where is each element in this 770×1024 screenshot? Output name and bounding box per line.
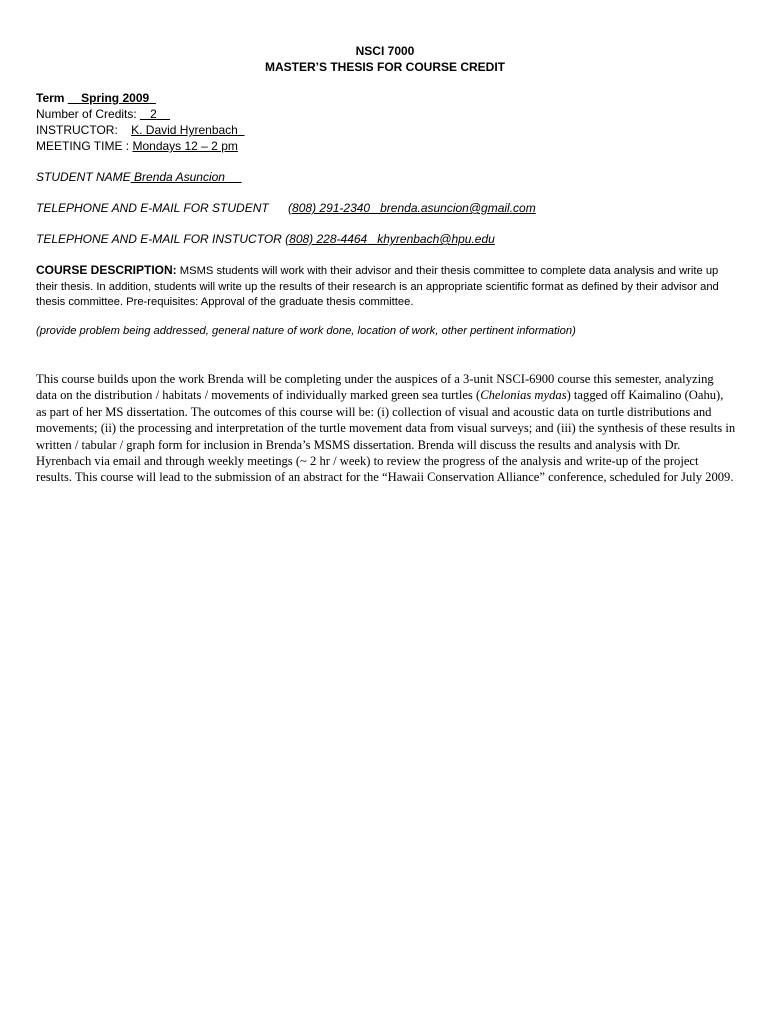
credits-value: 2 (150, 107, 157, 121)
species-name: Chelonias mydas (480, 388, 567, 403)
instructor-contact-label: TELEPHONE AND E-MAIL FOR INSTUCTOR (36, 232, 282, 246)
body-part-2: ) tagged off Kaimalino (Oahu), as part of her MS dissertation. The outcomes of this course will be: (i) collection of visual and acoustic data on turtle distributions and movements; (ii) the processing and interpretation of the turtle movement data from visual surveys; and (iii) the synthesis of these results in written / tabular / graph form for inclusion in Brenda’s MSMS dissertation. Brenda will discuss the results and analysis with Dr. Hyrenbach via email and through weekly meetings (~ 2 hr / week) to review the progress of the analysis and write-up of the project results. This course will lead to the submission of an abstract for the “Hawaii Conservation Alliance” conference, scheduled for July 2009. (36, 388, 736, 485)
course-description (36, 263, 736, 311)
course-title: MASTER’S THESIS FOR COURSE CREDIT (264, 60, 506, 74)
student-line (36, 170, 242, 184)
description-text: MSMS students will work with their advisor and their thesis committee to complete data analysis and write up their thesis. In addition, students will write up the results of their research is an appropriate scientific format as defined by their advisor and thesis committee. Pre-requisites: Approval of the graduate thesis committee. (36, 265, 719, 308)
instructor-email: khyrenbach@hpu.edu (377, 232, 495, 246)
student-contact-line (36, 201, 536, 215)
student-value: Brenda Asuncion (134, 170, 225, 184)
student-email-wrap (370, 201, 536, 215)
instructor-phone: (808) 228-4464 (285, 232, 368, 246)
term-value: Spring 2009 (81, 91, 150, 105)
student-contact-label: TELEPHONE AND E-MAIL FOR STUDENT (36, 201, 269, 215)
instructor-line (36, 123, 245, 137)
student-phone: (808) 291-2340 (288, 201, 371, 215)
course-code: NSCI 7000 (355, 44, 415, 58)
instructor-label: INSTRUCTOR: (36, 123, 118, 137)
student-email: brenda.asuncion@gmail.com (380, 201, 536, 215)
term-line (36, 91, 156, 105)
term-label: Term (36, 91, 65, 105)
credits-label: Number of Credits: (36, 107, 137, 121)
meeting-value: Mondays 12 – 2 pm (132, 139, 238, 153)
meeting-line (36, 139, 238, 153)
student-label: STUDENT NAME (36, 170, 131, 184)
description-hint: (provide problem being addressed, general nature of work done, location of work, other pertinent information) (36, 325, 576, 337)
description-label: COURSE DESCRIPTION: (36, 263, 177, 277)
credits-line (36, 107, 170, 121)
meeting-label: MEETING TIME : (36, 139, 130, 153)
body-part-1: This course builds upon the work Brenda will be completing under the auspices of a 3-unit NSCI-6900 course this semester, analyzing data on the distribution / habitats / movements of individually marked green sea turtles ( (36, 372, 714, 403)
instructor-email-wrap (367, 232, 495, 246)
instructor-value: K. David Hyrenbach (131, 123, 238, 137)
instructor-contact-line (36, 232, 495, 246)
course-body-paragraph (36, 371, 736, 486)
